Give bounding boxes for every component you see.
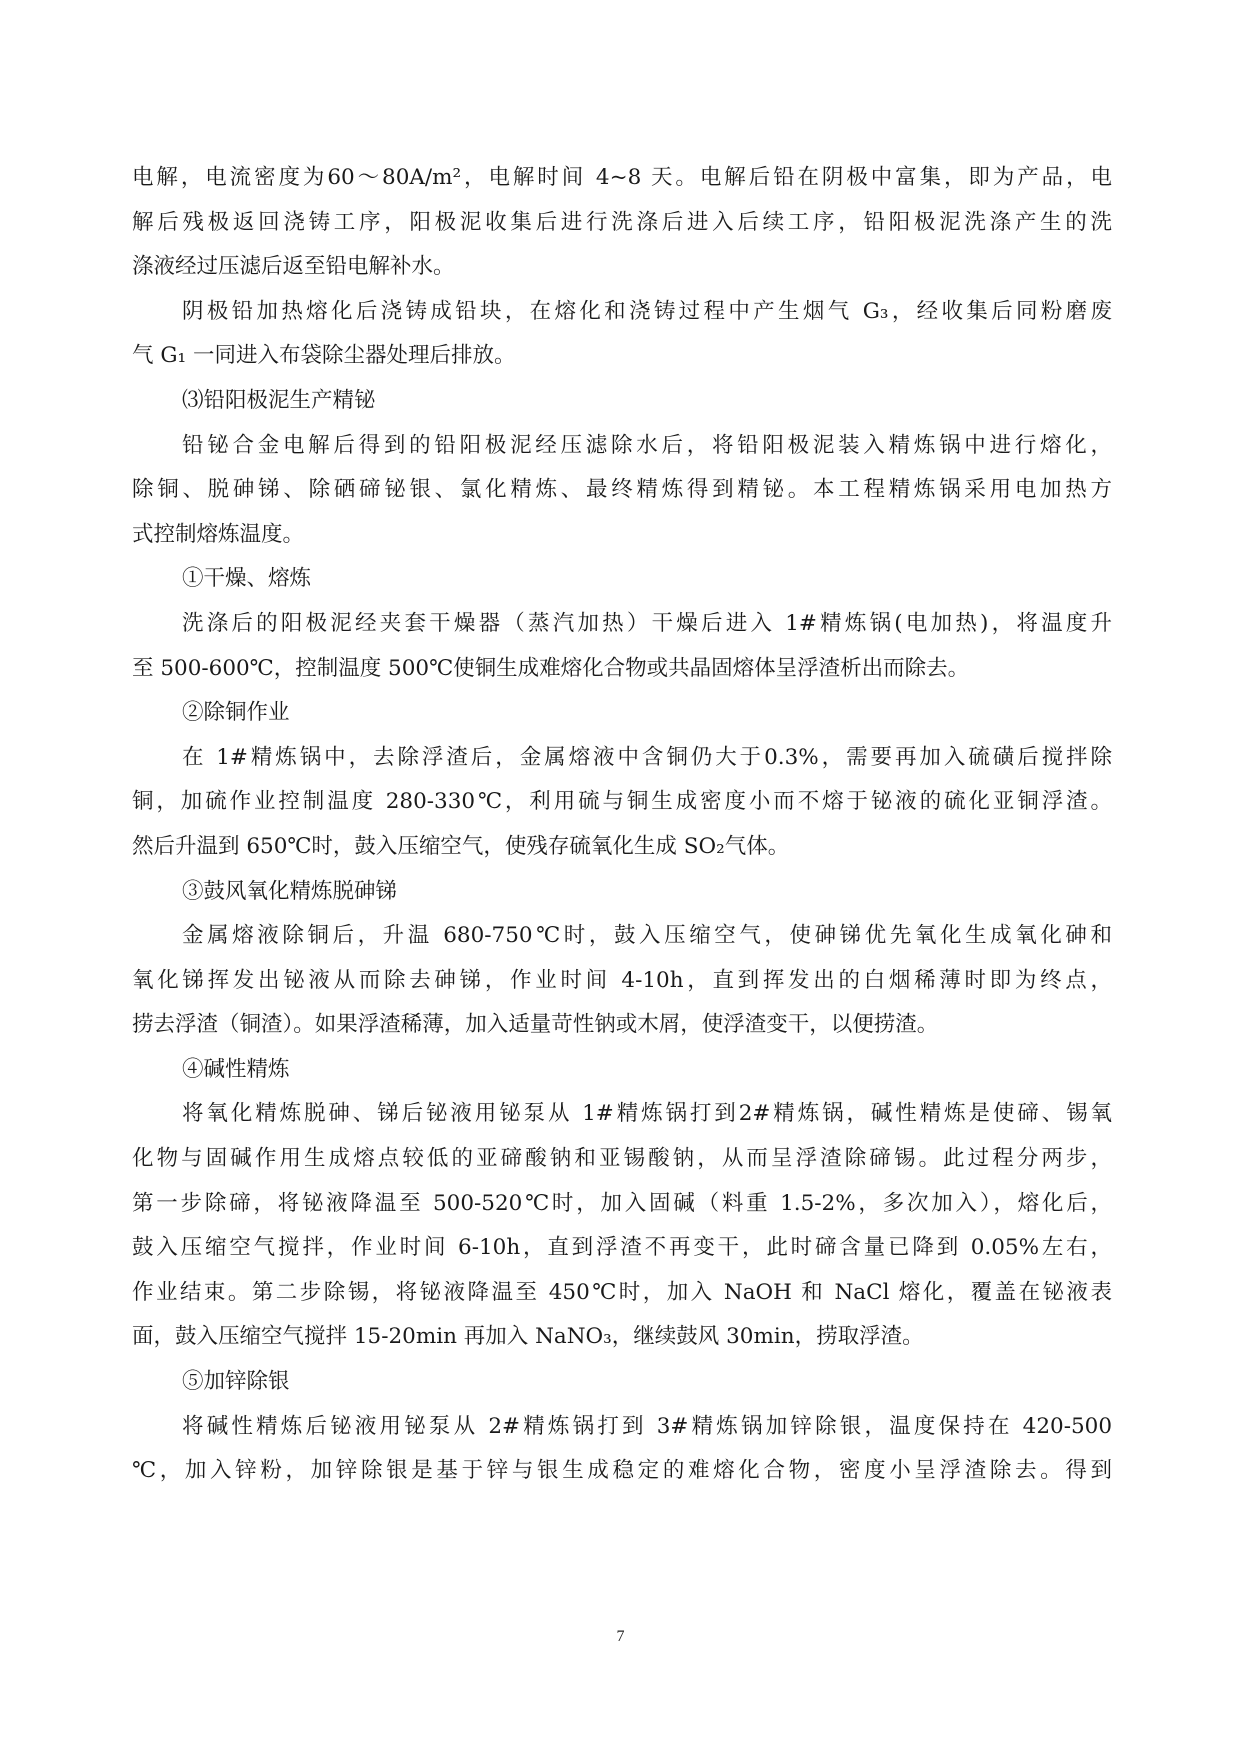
text-line: 作业结束。第二步除锡，将铋液降温至 450℃时，加入 NaOH 和 NaCl 熔化，覆盖在铋液表 — [132, 1279, 1112, 1305]
subsection-heading: ③鼓风氧化精炼脱砷锑 — [182, 878, 398, 904]
text-line: 阴极铅加热熔化后浇铸成铅块，在熔化和浇铸过程中产生烟气 G₃，经收集后同粉磨废 — [182, 298, 1112, 324]
text-line: 在 1#精炼锅中，去除浮渣后，金属熔液中含铜仍大于0.3%，需要再加入硫磺后搅拌除 — [182, 744, 1112, 770]
page-number: 7 — [616, 1628, 625, 1645]
text-line: 金属熔液除铜后，升温 680-750℃时，鼓入压缩空气，使砷锑优先氧化生成氧化砷和 — [182, 923, 1112, 949]
subsection-heading: ②除铜作业 — [182, 700, 290, 726]
text-line: 将氧化精炼脱砷、锑后铋液用铋泵从 1#精炼锅打到2#精炼锅，碱性精炼是使碲、锡氧 — [182, 1101, 1112, 1127]
paragraph-cathode-lead — [132, 290, 1112, 379]
text-line: 化物与固碱作用生成熔点较低的亚碲酸钠和亚锡酸钠，从而呈浮渣除碲锡。此过程分两步， — [132, 1146, 1112, 1172]
section-heading: ⑶铅阳极泥生产精铋 — [182, 387, 376, 413]
subsection-heading: ⑤加锌除银 — [182, 1369, 290, 1395]
subsection-heading: ①干燥、熔炼 — [182, 566, 312, 592]
text-line: ℃，加入锌粉，加锌除银是基于锌与银生成稳定的难熔化合物，密度小呈浮渣除去。得到 — [132, 1458, 1112, 1484]
text-line: 将碱性精炼后铋液用铋泵从 2#精炼锅打到 3#精炼锅加锌除银，温度保持在 420-500 — [182, 1413, 1112, 1439]
paragraph-oxidation — [132, 914, 1112, 1048]
text-line: 然后升温到 650℃时，鼓入压缩空气，使残存硫氧化生成 SO₂气体。 — [132, 833, 790, 859]
text-line: 除铜、脱砷锑、除硒碲铋银、氯化精炼、最终精炼得到精铋。本工程精炼锅采用电加热方 — [132, 477, 1112, 503]
text-line: 气 G₁ 一同进入布袋除尘器处理后排放。 — [132, 343, 516, 369]
text-line: 解后残极返回浇铸工序，阳极泥收集后进行洗涤后进入后续工序，铅阳极泥洗涤产生的洗 — [132, 209, 1112, 235]
subsection-heading: ④碱性精炼 — [182, 1056, 290, 1082]
text-line: 氧化锑挥发出铋液从而除去砷锑，作业时间 4-10h，直到挥发出的白烟稀薄时即为终点， — [132, 967, 1112, 993]
paragraph-drying — [132, 602, 1112, 691]
text-line: 铜，加硫作业控制温度 280-330℃，利用硫与铜生成密度小而不熔于铋液的硫化亚铜浮渣。 — [132, 789, 1112, 815]
text-line: 至 500-600℃，控制温度 500℃使铜生成难熔化合物或共晶固熔体呈浮渣析出而除去。 — [132, 655, 970, 681]
text-line: 第一步除碲，将铋液降温至 500-520℃时，加入固碱（料重 1.5-2%，多次加入），熔化后， — [132, 1190, 1112, 1216]
paragraph-anode-slime — [132, 424, 1112, 558]
text-line: 涤液经过压滤后返至铅电解补水。 — [132, 254, 455, 280]
text-line: 洗涤后的阳极泥经夹套干燥器（蒸汽加热）干燥后进入 1#精炼锅(电加热)，将温度升 — [182, 610, 1112, 636]
paragraph-alkaline-refining — [132, 1092, 1112, 1360]
text-line: 铅铋合金电解后得到的铅阳极泥经压滤除水后，将铅阳极泥装入精炼锅中进行熔化， — [182, 432, 1112, 458]
paragraph-zinc-silver — [132, 1405, 1112, 1494]
text-line: 鼓入压缩空气搅拌，作业时间 6-10h，直到浮渣不再变干，此时碲含量已降到 0.05%左右， — [132, 1235, 1112, 1261]
text-line: 面，鼓入压缩空气搅拌 15-20min 再加入 NaNO₃，继续鼓风 30min，捞取浮渣。 — [132, 1324, 924, 1350]
text-line: 式控制熔炼温度。 — [132, 521, 305, 547]
text-line: 捞去浮渣（铜渣）。如果浮渣稀薄，加入适量苛性钠或木屑，使浮渣变干，以便捞渣。 — [132, 1012, 939, 1038]
document-body — [132, 156, 1112, 1494]
paragraph-electrolysis — [132, 156, 1112, 290]
paragraph-copper-removal — [132, 736, 1112, 870]
text-line: 电解，电流密度为60～80A/m²，电解时间 4~8 天。电解后铅在阴极中富集，即为产品，电 — [132, 165, 1112, 190]
